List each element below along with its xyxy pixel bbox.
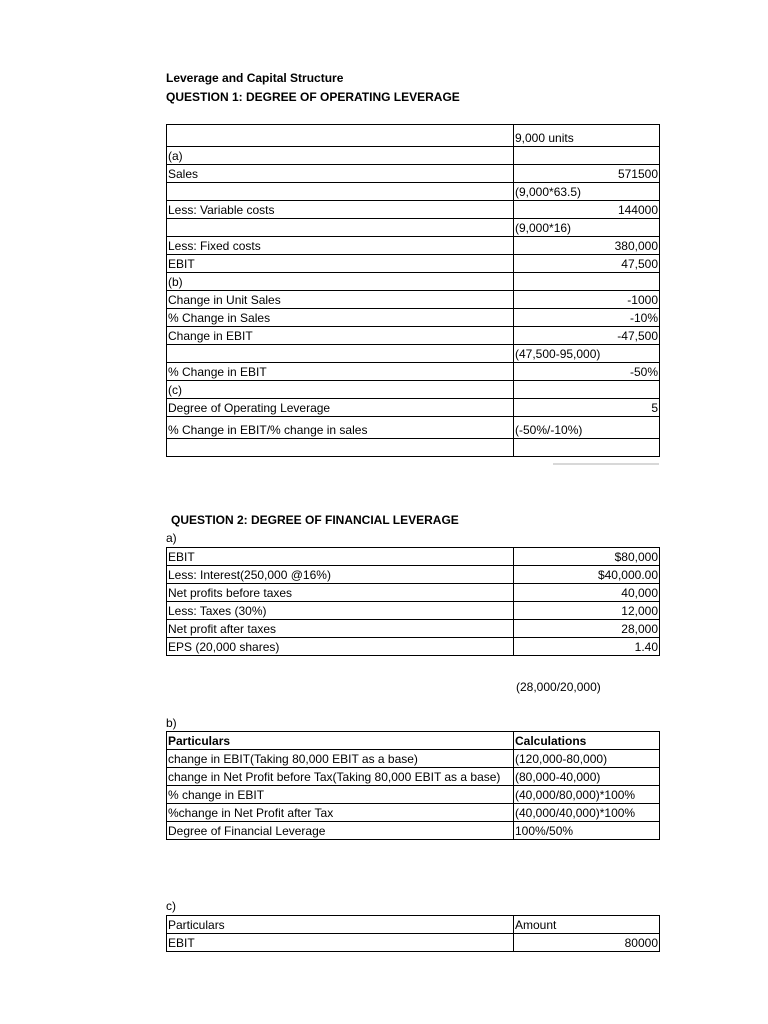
row-label: % change in EBIT bbox=[167, 786, 514, 804]
table-header-row bbox=[167, 916, 660, 934]
table-row bbox=[167, 620, 660, 638]
row-value: (40,000/40,000)*100% bbox=[514, 804, 660, 822]
table-row bbox=[167, 255, 660, 273]
table-row bbox=[167, 219, 660, 237]
table-row bbox=[167, 381, 660, 399]
row-value: 9,000 units bbox=[514, 125, 660, 147]
row-label bbox=[167, 345, 514, 363]
row-label: % Change in EBIT bbox=[167, 363, 514, 381]
row-value: 12,000 bbox=[514, 602, 660, 620]
part-a-label: a) bbox=[166, 531, 177, 545]
ebit-amount-table bbox=[166, 915, 660, 952]
row-label: EBIT bbox=[167, 934, 514, 952]
table-row bbox=[167, 327, 660, 345]
table-row bbox=[167, 804, 660, 822]
row-value: 144000 bbox=[514, 201, 660, 219]
row-value: 100%/50% bbox=[514, 822, 660, 840]
row-label: % Change in Sales bbox=[167, 309, 514, 327]
calculations-header: Calculations bbox=[514, 732, 660, 750]
row-value: $40,000.00 bbox=[514, 566, 660, 584]
table-row bbox=[167, 934, 660, 952]
table-row bbox=[167, 273, 660, 291]
row-label: Change in Unit Sales bbox=[167, 291, 514, 309]
table-row bbox=[167, 309, 660, 327]
row-label: Change in EBIT bbox=[167, 327, 514, 345]
row-value: (40,000/80,000)*100% bbox=[514, 786, 660, 804]
table-row bbox=[167, 566, 660, 584]
table-row bbox=[167, 363, 660, 381]
row-value: 80000 bbox=[514, 934, 660, 952]
table-row bbox=[167, 237, 660, 255]
row-label: % Change in EBIT/% change in sales bbox=[167, 417, 514, 439]
row-label: %change in Net Profit after Tax bbox=[167, 804, 514, 822]
financial-leverage-calculations-table bbox=[166, 731, 660, 840]
table-row bbox=[167, 147, 660, 165]
table-row bbox=[167, 548, 660, 566]
table-header-row bbox=[167, 732, 660, 750]
row-value: 380,000 bbox=[514, 237, 660, 255]
part-b-label: b) bbox=[166, 716, 177, 730]
row-label: EPS (20,000 shares) bbox=[167, 638, 514, 656]
row-value: (47,500-95,000) bbox=[514, 345, 660, 363]
table-row bbox=[167, 439, 660, 457]
table-row bbox=[167, 345, 660, 363]
row-label bbox=[167, 219, 514, 237]
particulars-header: Particulars bbox=[167, 916, 514, 934]
row-label: (b) bbox=[167, 273, 514, 291]
part-c-label: c) bbox=[166, 899, 176, 913]
row-value: $80,000 bbox=[514, 548, 660, 566]
row-label: Less: Fixed costs bbox=[167, 237, 514, 255]
row-value bbox=[514, 147, 660, 165]
row-label: EBIT bbox=[167, 548, 514, 566]
table-row bbox=[167, 201, 660, 219]
row-value: (9,000*63.5) bbox=[514, 183, 660, 201]
table-row bbox=[167, 125, 660, 147]
table-row bbox=[167, 822, 660, 840]
question-2-heading: QUESTION 2: DEGREE OF FINANCIAL LEVERAGE bbox=[171, 513, 459, 527]
table-row bbox=[167, 786, 660, 804]
eps-calculation-note: (28,000/20,000) bbox=[516, 680, 601, 694]
row-label: Less: Taxes (30%) bbox=[167, 602, 514, 620]
row-value bbox=[514, 439, 660, 457]
row-value bbox=[514, 273, 660, 291]
row-value: 47,500 bbox=[514, 255, 660, 273]
row-label: (c) bbox=[167, 381, 514, 399]
row-value: (80,000-40,000) bbox=[514, 768, 660, 786]
row-value: -50% bbox=[514, 363, 660, 381]
row-value: -10% bbox=[514, 309, 660, 327]
row-value: (120,000-80,000) bbox=[514, 750, 660, 768]
operating-leverage-table bbox=[166, 124, 660, 457]
table-row bbox=[167, 768, 660, 786]
table-row bbox=[167, 417, 660, 439]
table-row bbox=[167, 399, 660, 417]
particulars-header: Particulars bbox=[167, 732, 514, 750]
financial-leverage-table bbox=[166, 547, 660, 656]
amount-header: Amount bbox=[514, 916, 660, 934]
row-label: EBIT bbox=[167, 255, 514, 273]
row-label: change in EBIT(Taking 80,000 EBIT as a base) bbox=[167, 750, 514, 768]
row-label: Sales bbox=[167, 165, 514, 183]
row-label: Net profit after taxes bbox=[167, 620, 514, 638]
row-value bbox=[514, 381, 660, 399]
row-value: -47,500 bbox=[514, 327, 660, 345]
table-row bbox=[167, 165, 660, 183]
document-title: Leverage and Capital Structure bbox=[166, 71, 344, 85]
row-label bbox=[167, 439, 514, 457]
row-value: 40,000 bbox=[514, 584, 660, 602]
row-label: change in Net Profit before Tax(Taking 80,000 EBIT as a base) bbox=[167, 768, 514, 786]
row-label: Less: Interest(250,000 @16%) bbox=[167, 566, 514, 584]
table-row bbox=[167, 602, 660, 620]
row-value: 1.40 bbox=[514, 638, 660, 656]
row-value: 5 bbox=[514, 399, 660, 417]
row-label bbox=[167, 183, 514, 201]
row-value: -1000 bbox=[514, 291, 660, 309]
row-value: (-50%/-10%) bbox=[514, 417, 660, 439]
row-label: (a) bbox=[167, 147, 514, 165]
table-row bbox=[167, 291, 660, 309]
divider-line bbox=[553, 463, 659, 465]
table-row bbox=[167, 638, 660, 656]
row-value: (9,000*16) bbox=[514, 219, 660, 237]
row-label: Degree of Operating Leverage bbox=[167, 399, 514, 417]
row-label: Degree of Financial Leverage bbox=[167, 822, 514, 840]
row-value: 571500 bbox=[514, 165, 660, 183]
table-row bbox=[167, 183, 660, 201]
row-label: Net profits before taxes bbox=[167, 584, 514, 602]
row-label: Less: Variable costs bbox=[167, 201, 514, 219]
row-label bbox=[167, 125, 514, 147]
table-row bbox=[167, 584, 660, 602]
table-row bbox=[167, 750, 660, 768]
question-1-heading: QUESTION 1: DEGREE OF OPERATING LEVERAGE bbox=[166, 90, 460, 104]
row-value: 28,000 bbox=[514, 620, 660, 638]
